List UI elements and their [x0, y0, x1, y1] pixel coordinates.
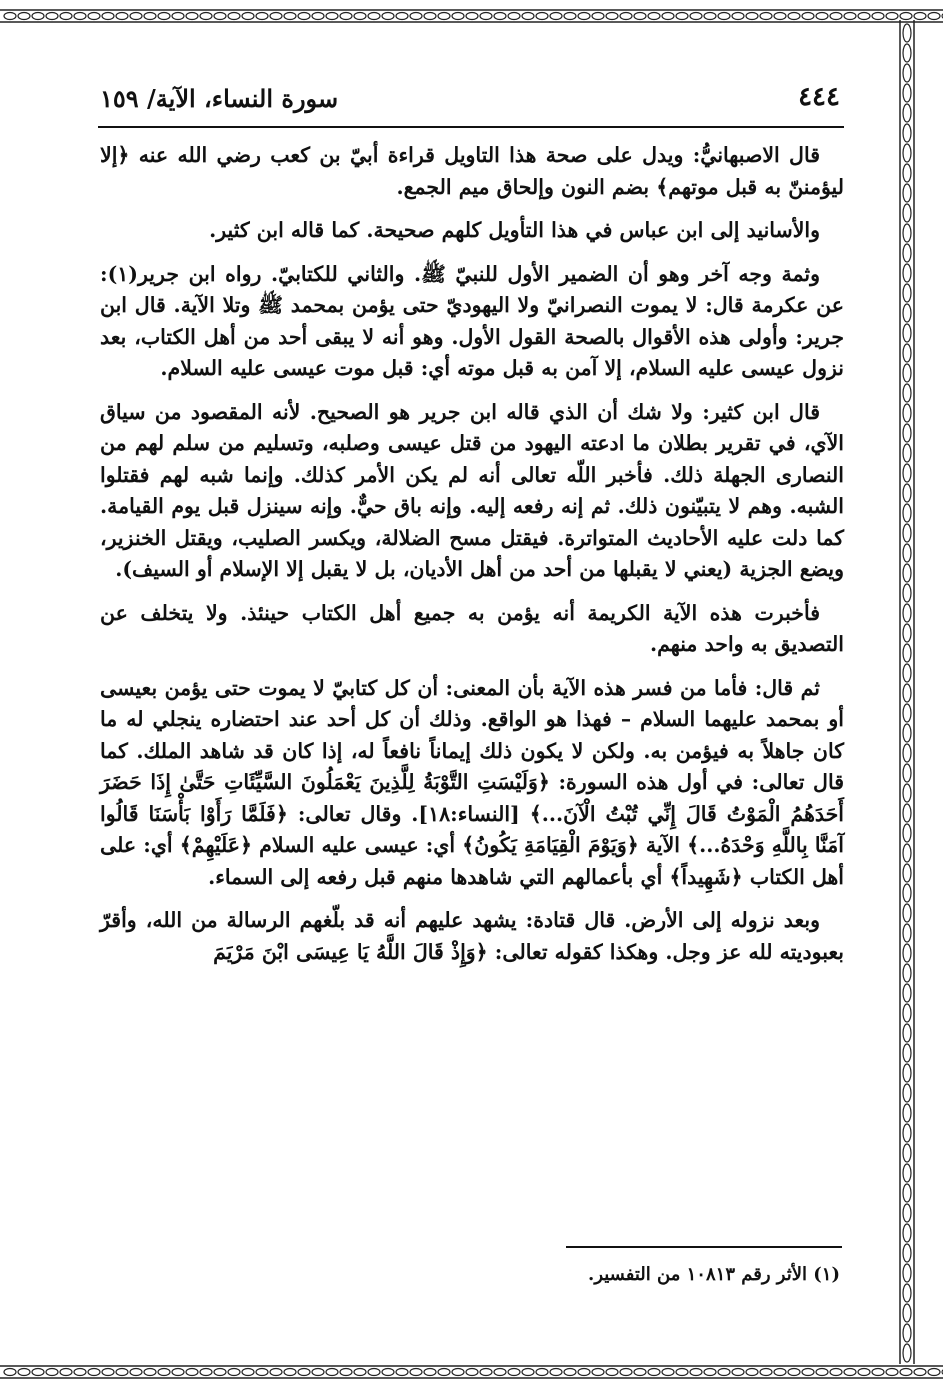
chain-link: [903, 304, 911, 322]
chain-link: [760, 13, 772, 20]
chain-link: [903, 664, 911, 682]
chain-link: [903, 744, 911, 762]
chain-link: [606, 13, 618, 20]
chain-link: [312, 13, 324, 20]
chain-link: [903, 104, 911, 122]
chain-link: [903, 1144, 911, 1162]
chain-link: [312, 1369, 324, 1376]
chain-link: [634, 13, 646, 20]
chain-link: [732, 13, 744, 20]
chain-link: [494, 13, 506, 20]
chain-link: [116, 1369, 128, 1376]
chain-link: [620, 13, 632, 20]
chain-link: [903, 444, 911, 462]
paragraph-2: والأسانيد إلى ابن عباس في هذا التأويل كلهم صحيحة. كما قاله ابن كثير.: [209, 218, 820, 242]
chain-link: [144, 1369, 156, 1376]
chain-link: [903, 204, 911, 222]
chain-link: [18, 1369, 30, 1376]
paragraph-1: قال الاصبهانيُّ: ويدل على صحة هذا التاويل قراءة أبيّ بن كعب رضي الله عنه ﴿إلا ليؤمننّ به قبل موتهم﴾ بضم النون وإلحاق ميم الجمع.: [100, 143, 844, 199]
chain-link: [102, 13, 114, 20]
chain-link: [634, 1369, 646, 1376]
chain-link: [592, 1369, 604, 1376]
chain-link: [903, 24, 911, 42]
chain-link: [270, 1369, 282, 1376]
chain-link: [88, 1369, 100, 1376]
chain-link: [903, 244, 911, 262]
chain-link: [228, 13, 240, 20]
chain-link: [903, 224, 911, 242]
chain-link: [662, 1369, 674, 1376]
chain-link: [903, 1024, 911, 1042]
header-rule: [98, 126, 844, 128]
chain-link: [130, 13, 142, 20]
chain-link: [903, 1104, 911, 1122]
chain-link: [74, 13, 86, 20]
chain-link: [903, 704, 911, 722]
chain-link: [536, 13, 548, 20]
chain-link: [704, 13, 716, 20]
chain-link: [903, 924, 911, 942]
chain-link: [424, 1369, 436, 1376]
chain-link: [60, 13, 72, 20]
chain-link: [903, 984, 911, 1002]
chain-link: [903, 624, 911, 642]
chain-link: [903, 824, 911, 842]
chain-link: [270, 13, 282, 20]
paragraph-7: وبعد نزوله إلى الأرض. قال قتادة: يشهد عليهم أنه قد بلّغهم الرسالة من الله، وأقرّ بعبوديته لله عز وجل. وهكذا كقوله تعالى: ﴿وَإِذْ قَالَ اللَّهُ يَا عِيسَى ابْنَ مَرْيَمَ: [100, 908, 844, 964]
chain-link: [903, 164, 911, 182]
chain-link: [903, 564, 911, 582]
chain-link: [903, 584, 911, 602]
chain-link: [903, 1224, 911, 1242]
chain-link: [903, 44, 911, 62]
chain-link: [186, 1369, 198, 1376]
footnote-rule: [566, 1246, 842, 1248]
chain-link: [284, 13, 296, 20]
running-title: سورة النساء، الآية/ ١٥٩: [100, 84, 339, 113]
chain-link: [326, 13, 338, 20]
chain-link: [396, 1369, 408, 1376]
chain-link: [606, 1369, 618, 1376]
chain-link: [466, 1369, 478, 1376]
chain-link: [438, 1369, 450, 1376]
chain-link: [903, 884, 911, 902]
chain-link: [903, 424, 911, 442]
chain-link: [914, 13, 926, 20]
chain-link: [914, 1369, 926, 1376]
chain-link: [410, 1369, 422, 1376]
chain-link: [46, 13, 58, 20]
chain-link: [903, 524, 911, 542]
chain-link: [340, 13, 352, 20]
paragraph-6: ثم قال: فأما من فسر هذه الآية بأن المعنى: أن كل كتابيّ لا يموت حتى يؤمن بعيسى أو بمحمد عليهما السلام – فهذا هو الواقع. وذلك أن كل أحد عند احتضاره ينجلي له ما كان جاهلاً به فيؤمن به. ولكن لا يكون ذلك إيماناً نافعاً له، إذا كان قد شاهد الملك. كما قال تعالى: في أول هذه السورة: ﴿وَلَيْسَتِ التَّوْبَةُ لِلَّذِينَ يَعْمَلُونَ السَّيِّئَاتِ حَتَّىٰ إِذَا حَضَرَ أَحَدَهُمُ الْمَوْتُ قَالَ إِنِّي تُبْتُ الْآنَ...﴾ [النساء:١٨]. وقال تعالى: ﴿فَلَمَّا رَأَوْا بَأْسَنَا قَالُوا آمَنَّا بِاللَّهِ وَحْدَهُ...﴾ الآية ﴿وَيَوْمَ الْقِيَامَةِ يَكُونُ﴾ أي: عيسى عليه السلام ﴿عَلَيْهِمْ﴾ أي: على أهل الكتاب ﴿شَهِيداً﴾ أي بأعمالهم التي شاهدها منهم قبل رفعه إلى السماء.: [100, 675, 845, 889]
chain-link: [718, 1369, 730, 1376]
chain-link: [830, 13, 842, 20]
chain-link: [816, 13, 828, 20]
top-ornamental-border: [0, 8, 943, 24]
chain-link: [903, 864, 911, 882]
chain-link: [18, 13, 30, 20]
chain-link: [578, 1369, 590, 1376]
chain-link: [88, 13, 100, 20]
chain-link: [676, 13, 688, 20]
chain-link: [844, 1369, 856, 1376]
chain-link: [732, 1369, 744, 1376]
chain-link: [648, 13, 660, 20]
chain-link: [592, 13, 604, 20]
page-number: ٤٤٤: [798, 82, 840, 112]
chain-link: [298, 13, 310, 20]
chain-link: [903, 344, 911, 362]
chain-link: [508, 13, 520, 20]
chain-link: [903, 64, 911, 82]
chain-link: [116, 13, 128, 20]
chain-link: [802, 1369, 814, 1376]
chain-link: [32, 13, 44, 20]
chain-link: [903, 844, 911, 862]
chain-link: [424, 13, 436, 20]
chain-link: [186, 13, 198, 20]
chain-link: [74, 1369, 86, 1376]
chain-link: [172, 1369, 184, 1376]
chain-link: [158, 13, 170, 20]
chain-link: [903, 1204, 911, 1222]
chain-link: [564, 1369, 576, 1376]
chain-link: [903, 544, 911, 562]
chain-link: [4, 13, 16, 20]
chain-link: [830, 1369, 842, 1376]
chain-link: [903, 904, 911, 922]
chain-link: [480, 13, 492, 20]
chain-link: [903, 1284, 911, 1302]
chain-link: [903, 1004, 911, 1022]
chain-link: [32, 1369, 44, 1376]
chain-link: [903, 384, 911, 402]
chain-link: [452, 13, 464, 20]
chain-link: [900, 1369, 912, 1376]
chain-link: [508, 1369, 520, 1376]
chain-link: [522, 1369, 534, 1376]
chain-link: [886, 1369, 898, 1376]
chain-link: [494, 1369, 506, 1376]
footnote: (١) الأثر رقم ١٠٨١٣ من التفسير.: [588, 1264, 840, 1285]
paragraph-3: وثمة وجه آخر وهو أن الضمير الأول للنبيّ ﷺ. والثاني للكتابيّ. رواه ابن جرير(١): عن عكرمة قال: لا يموت النصرانيّ ولا اليهوديّ حتى يؤمن بمحمد ﷺ وتلا الآية. قال ابن جرير: وأولى هذه الأقوال بالصحة القول الأول. وهو أنه لا يبقى أحد من أهل الكتاب، بعد نزول عيسى عليه السلام، إلا آمن به قبل موته أي: قبل موت عيسى عليه السلام.: [100, 261, 844, 380]
chain-link: [886, 13, 898, 20]
chain-link: [690, 13, 702, 20]
chain-link: [662, 13, 674, 20]
chain-link: [746, 1369, 758, 1376]
chain-link: [903, 764, 911, 782]
chain-link: [903, 1184, 911, 1202]
page-header: [100, 78, 840, 128]
chain-link: [903, 404, 911, 422]
chain-link: [903, 724, 911, 742]
chain-link: [130, 1369, 142, 1376]
chain-link: [326, 1369, 338, 1376]
chain-link: [410, 13, 422, 20]
bottom-ornamental-border: [0, 1364, 943, 1380]
chain-link: [480, 1369, 492, 1376]
chain-link: [536, 1369, 548, 1376]
chain-link: [256, 1369, 268, 1376]
chain-link: [903, 1244, 911, 1262]
chain-link: [564, 13, 576, 20]
chain-link: [903, 324, 911, 342]
chain-link: [382, 1369, 394, 1376]
chain-link: [550, 13, 562, 20]
chain-link: [903, 504, 911, 522]
chain-link: [676, 1369, 688, 1376]
chain-link: [172, 13, 184, 20]
chain-link: [214, 1369, 226, 1376]
chain-link: [452, 1369, 464, 1376]
chain-link: [858, 1369, 870, 1376]
chain-link: [648, 1369, 660, 1376]
chain-link: [242, 1369, 254, 1376]
chain-link: [788, 1369, 800, 1376]
chain-link: [903, 264, 911, 282]
chain-link: [340, 1369, 352, 1376]
chain-link: [466, 13, 478, 20]
chain-link: [903, 1264, 911, 1282]
chain-link: [704, 1369, 716, 1376]
chain-link: [844, 13, 856, 20]
chain-link: [903, 184, 911, 202]
chain-link: [903, 1084, 911, 1102]
chain-link: [774, 13, 786, 20]
chain-link: [903, 84, 911, 102]
chain-link: [903, 1044, 911, 1062]
chain-link: [903, 284, 911, 302]
chain-link: [928, 1369, 940, 1376]
chain-link: [550, 1369, 562, 1376]
chain-link: [903, 1064, 911, 1082]
right-ornamental-border: [898, 20, 916, 1364]
chain-link: [200, 13, 212, 20]
chain-link: [46, 1369, 58, 1376]
chain-link: [298, 1369, 310, 1376]
chain-link: [903, 644, 911, 662]
chain-link: [158, 1369, 170, 1376]
chain-link: [802, 13, 814, 20]
chain-link: [578, 13, 590, 20]
chain-link: [903, 684, 911, 702]
chain-link: [903, 604, 911, 622]
paragraph-5: فأخبرت هذه الآية الكريمة أنه يؤمن به جميع أهل الكتاب حينئذ. ولا يتخلف عن التصديق به واحد منهم.: [100, 600, 844, 656]
chain-link: [354, 13, 366, 20]
chain-link: [368, 1369, 380, 1376]
chain-link: [60, 1369, 72, 1376]
chain-link: [903, 944, 911, 962]
chain-link: [858, 13, 870, 20]
chain-link: [872, 13, 884, 20]
chain-link: [903, 464, 911, 482]
paragraph-4: قال ابن كثير: ولا شك أن الذي قاله ابن جرير هو الصحيح. لأنه المقصود من سياق الآي، في تقرير بطلان ما ادعته اليهود من قتل عيسى وصلبه، وتسليم من سلم لهم من النصارى الجهلة ذلك. فأخبر اللّه تعالى أنه لم يكن الأمر كذلك. وإنما شبه لهم فقتلوا الشبه. وهم لا يتبيّنون ذلك. ثم إنه رفعه إليه. وإنه باق حيٌّ. وإنه سينزل قبل يوم القيامة. كما دلت عليه الأحاديث المتواترة. فيقتل مسح الضلالة، ويكسر الصليب، ويقتل الخنزير، ويضع الجزية (يعني لا يقبلها من أحد من أهل الأديان، بل لا يقبل إلا الإسلام أو السيف).: [100, 399, 844, 581]
chain-link: [690, 1369, 702, 1376]
chain-link: [242, 13, 254, 20]
chain-link: [903, 1324, 911, 1342]
chain-link: [144, 13, 156, 20]
chain-link: [903, 964, 911, 982]
chain-link: [900, 13, 912, 20]
chain-link: [396, 13, 408, 20]
chain-link: [872, 1369, 884, 1376]
chain-link: [284, 1369, 296, 1376]
chain-link: [903, 144, 911, 162]
chain-link: [903, 784, 911, 802]
chain-link: [522, 13, 534, 20]
body-text: [100, 140, 844, 980]
chain-link: [903, 804, 911, 822]
chain-link: [903, 484, 911, 502]
chain-link: [354, 1369, 366, 1376]
chain-link: [903, 124, 911, 142]
chain-link: [382, 13, 394, 20]
chain-link: [903, 1344, 911, 1362]
chain-link: [903, 1164, 911, 1182]
chain-link: [774, 1369, 786, 1376]
chain-link: [760, 1369, 772, 1376]
chain-link: [903, 364, 911, 382]
chain-link: [368, 13, 380, 20]
chain-link: [256, 13, 268, 20]
chain-link: [928, 13, 940, 20]
chain-link: [816, 1369, 828, 1376]
chain-link: [620, 1369, 632, 1376]
chain-link: [718, 13, 730, 20]
chain-link: [4, 1369, 16, 1376]
chain-link: [228, 1369, 240, 1376]
chain-link: [746, 13, 758, 20]
chain-link: [788, 13, 800, 20]
chain-link: [214, 13, 226, 20]
chain-link: [438, 13, 450, 20]
chain-link: [903, 1124, 911, 1142]
chain-link: [102, 1369, 114, 1376]
chain-link: [903, 1304, 911, 1322]
chain-link: [200, 1369, 212, 1376]
